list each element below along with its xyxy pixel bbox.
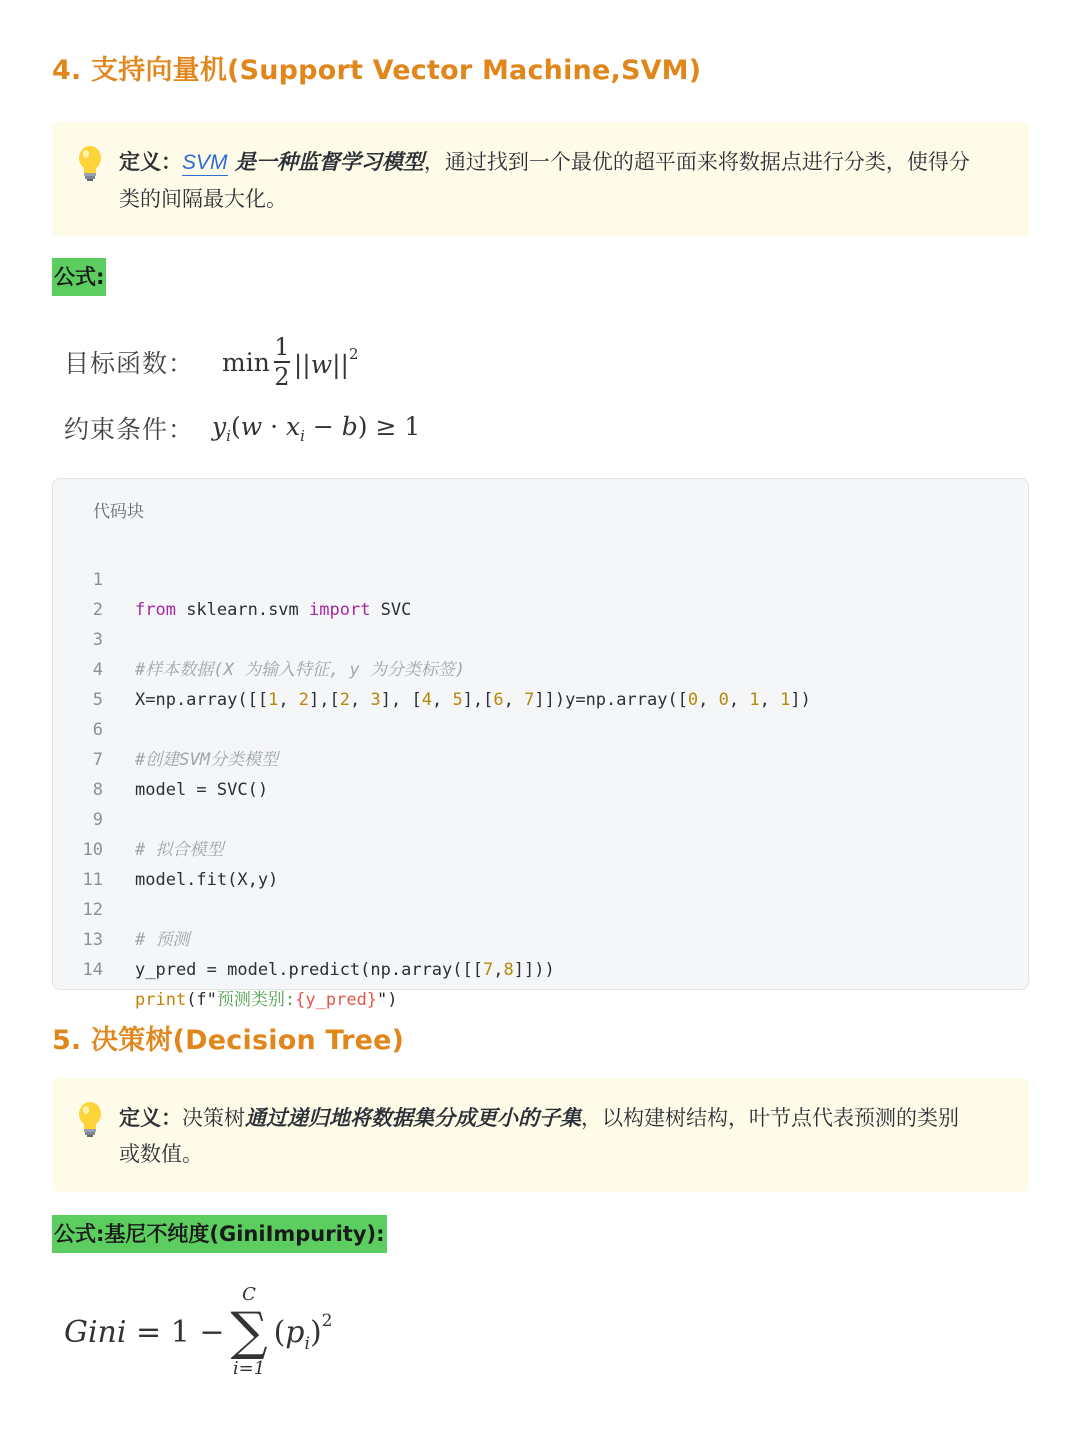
code-interpolation: {y_pred} — [295, 990, 378, 1010]
line-number: 8 — [92, 780, 103, 800]
code-comment: #创建SVM分类模型 — [135, 750, 278, 770]
code-lines — [53, 535, 1028, 1010]
code-text: model.fit(X,y) — [135, 870, 279, 890]
line-number: 13 — [82, 930, 103, 950]
definition-rest: ，以构建树结构，叶节点代表预测的类别 — [581, 1106, 959, 1130]
code-line — [53, 535, 1028, 620]
section-title-decision-tree: 5. 决策树(Decision Tree) — [52, 1025, 405, 1056]
constraint-formula: $y_i(w \cdot x_i - b) \ge 1$ — [212, 411, 421, 445]
line-number: 10 — [82, 840, 103, 860]
code-text: model = SVC() — [135, 780, 269, 800]
lightbulb-icon — [74, 144, 106, 184]
code-text: y_pred = model.predict(np.array([[7,8]])) — [135, 960, 555, 980]
objective-label: 目标函数： — [64, 349, 195, 378]
definition-emphasis: 通过递归地将数据集分成更小的子集 — [245, 1106, 581, 1130]
line-number: 5 — [92, 690, 103, 710]
section-title-svm: 4. 支持向量机(Support Vector Machine,SVM) — [52, 55, 702, 86]
builtin-print: print — [135, 990, 187, 1010]
definition-label: 定义： — [119, 1106, 182, 1130]
line-number: 7 — [92, 750, 103, 770]
code-text: SVC — [370, 600, 412, 620]
line-number: 3 — [92, 630, 103, 650]
code-line — [53, 685, 1028, 770]
line-number: 6 — [92, 720, 103, 740]
definition-label: 定义： — [119, 150, 182, 174]
code-string: 预测类别: — [216, 990, 296, 1010]
definition-callout-svm — [52, 122, 1029, 236]
code-text: (f" — [186, 990, 217, 1010]
objective-function — [64, 326, 359, 398]
summation: C ∑ i=1 — [230, 1284, 268, 1379]
definition-rest-line2: 或数值。 — [119, 1142, 203, 1166]
line-number: 1 — [92, 570, 103, 590]
formula-tag-gini: 公式:基尼不纯度(GiniImpurity): — [52, 1215, 387, 1253]
line-number: 9 — [92, 810, 103, 830]
code-comment: # 预测 — [135, 930, 190, 950]
line-number: 11 — [82, 870, 103, 890]
code-text: X=np.array([[1, 2],[2, 3], [4, 5],[6, 7]])y=np.array([0, 0, 1, 1]) — [135, 690, 811, 710]
code-block-caption: 代码块 — [93, 502, 144, 522]
keyword-from: from — [135, 600, 176, 620]
code-text: sklearn.svm — [175, 600, 310, 620]
svm-term-link[interactable]: SVM — [182, 151, 228, 174]
line-number: 2 — [92, 600, 103, 620]
keyword-import: import — [309, 600, 371, 620]
code-comment: #样本数据(X 为输入特征, y 为分类标签) — [135, 660, 466, 680]
definition-rest-line2: 类的间隔最大化。 — [119, 187, 287, 211]
line-number: 12 — [82, 900, 103, 920]
constraint — [64, 405, 420, 451]
code-text: ") — [377, 990, 398, 1010]
code-line — [53, 595, 1028, 680]
formula-tag: 公式: — [52, 258, 106, 296]
code-block[interactable] — [52, 478, 1029, 1010]
line-number: 14 — [82, 960, 103, 980]
objective-formula: min $\frac{1}{2}$ $||w||^2$ — [222, 333, 359, 391]
definition-rest: ，通过找到一个最优的超平面来将数据点进行分类，使得分 — [423, 150, 970, 174]
definition-emphasis: 是一种监督学习模型 — [227, 150, 424, 174]
lightbulb-icon — [74, 1100, 106, 1140]
definition-callout-decision-tree — [52, 1078, 1029, 1192]
code-comment: # 拟合模型 — [135, 840, 224, 860]
constraint-label: 约束条件： — [64, 415, 195, 444]
gini-formula: Gini = 1 − C ∑ i=1 $(p_i)^2$ — [64, 1284, 333, 1379]
definition-lead: 决策树 — [182, 1106, 245, 1130]
line-number: 4 — [92, 660, 103, 680]
definition-text — [119, 1100, 1004, 1172]
definition-text — [119, 144, 1004, 217]
